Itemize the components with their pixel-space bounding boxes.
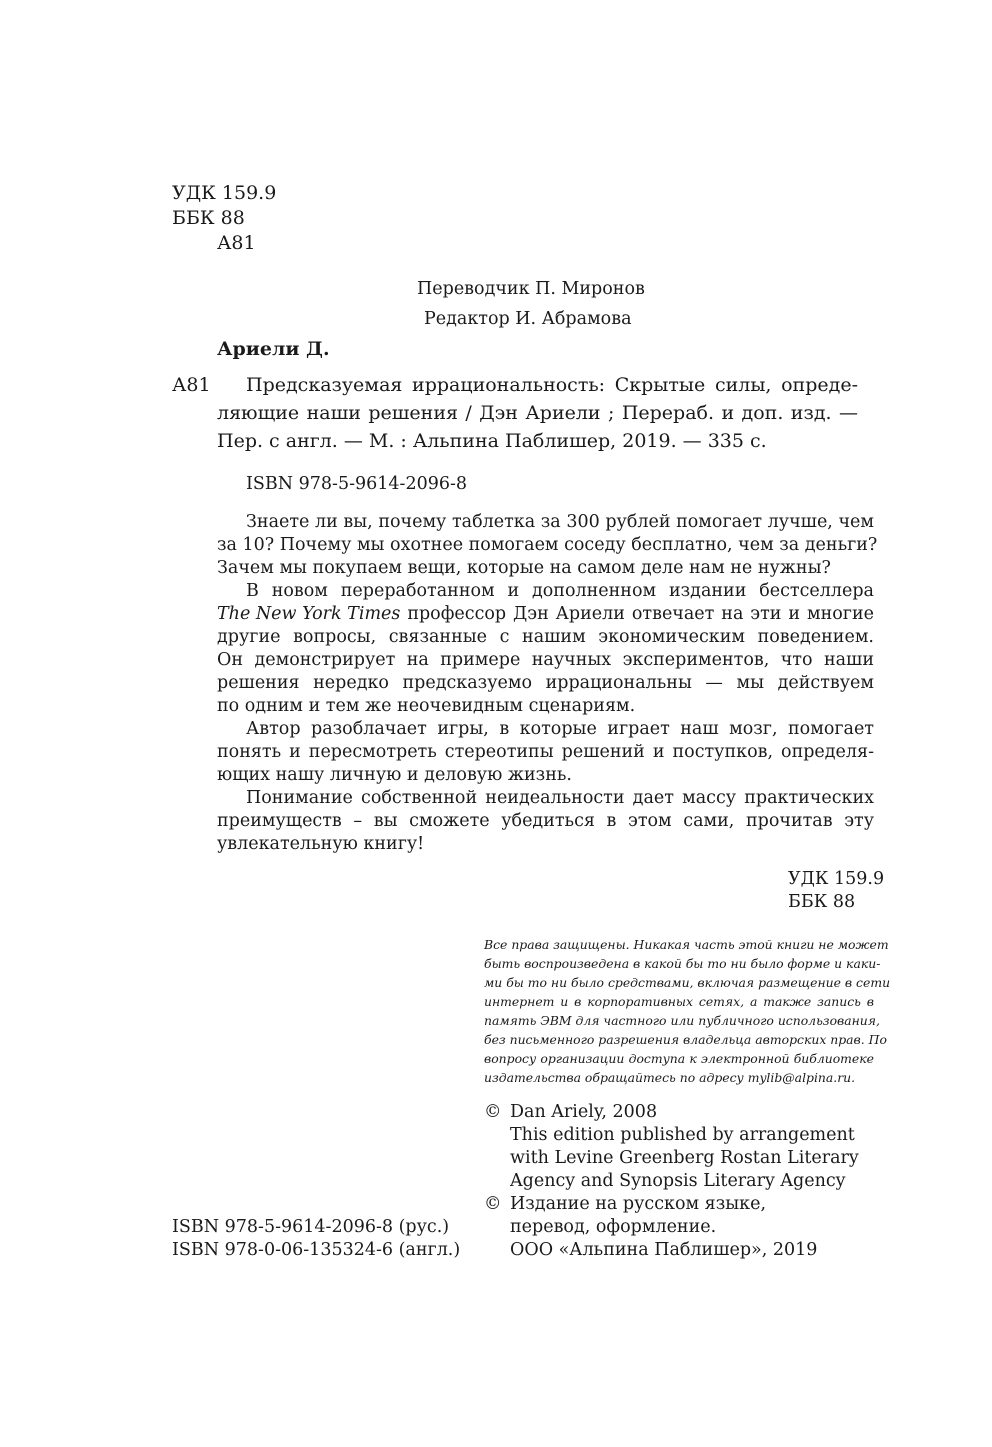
copyright-line: Издание на русском языке, xyxy=(510,1194,767,1214)
annotation-line: ющих нашу личную и деловую жизнь. xyxy=(217,765,572,785)
rights-line: быть воспроизведена в какой бы то ни было форме и каки- xyxy=(484,956,881,971)
annotation-line: решения нередко предсказуемо иррациональны — мы действуем xyxy=(217,673,874,693)
isbn-russian: ISBN 978-5-9614-2096-8 (рус.) xyxy=(172,1217,450,1237)
udk-code: УДК 159.9 xyxy=(172,182,277,204)
footer-udk: УДК 159.9 xyxy=(788,869,885,889)
isbn-english: ISBN 978-0-06-135324-6 (англ.) xyxy=(172,1240,461,1260)
annotation-line: Знаете ли вы, почему таблетка за 300 рублей помогает лучше, чем xyxy=(246,512,874,532)
entry-line: ляющие наши решения / Дэн Ариели ; Перераб. и доп. изд. — xyxy=(217,402,858,424)
annotation-line: другие вопросы, связанные с нашим экономическим поведением. xyxy=(217,627,874,647)
entry-line: Предсказуемая иррациональность: Скрытые силы, опреде- xyxy=(246,374,858,396)
copyright-line: This edition published by arrangement xyxy=(510,1125,855,1145)
rights-line: интернет и в корпоративных сетях, а также запись в xyxy=(484,994,874,1009)
footer-bbk: ББК 88 xyxy=(788,892,856,912)
annotation-line: Автор разоблачает игры, в которые играет наш мозг, помогает xyxy=(246,719,874,739)
rights-line: ми бы то ни было средствами, включая размещение в сети xyxy=(484,975,891,990)
copyright-line: Dan Ariely, 2008 xyxy=(510,1102,658,1122)
annotation-line xyxy=(217,603,874,625)
annotation-line: преимуществ – вы сможете убедиться в этом сами, прочитав эту xyxy=(217,811,874,831)
annotation-line: увлекательную книгу! xyxy=(217,834,425,854)
rights-line: вопросу организации доступа к электронной библиотеке xyxy=(484,1051,874,1066)
author-name: Ариели Д. xyxy=(217,338,330,360)
rights-line: без письменного разрешения владельца авторских прав. По xyxy=(484,1032,887,1047)
copyright-line: ООО «Альпина Паблишер», 2019 xyxy=(510,1240,818,1260)
copyright-line: Agency and Synopsis Literary Agency xyxy=(510,1171,846,1191)
bbk-code: ББК 88 xyxy=(172,207,245,229)
annotation-line: за 10? Почему мы охотнее помогаем соседу бесплатно, чем за деньги? xyxy=(217,535,878,555)
copyright-line: перевод, оформление. xyxy=(510,1217,717,1237)
copyright-icon: © xyxy=(484,1102,502,1122)
rights-line: Все права защищены. Никакая часть этой книги не может xyxy=(484,937,889,952)
editor-credit: Редактор И. Абрамова xyxy=(424,309,632,329)
annotation-line: В новом переработанном и дополненном издании бестселлера xyxy=(246,581,874,601)
copyright-icon: © xyxy=(484,1194,502,1214)
translator-credit: Переводчик П. Миронов xyxy=(417,279,645,299)
annotation-line: по одним и тем же неочевидным сценариям. xyxy=(217,696,636,716)
copyright-line: with Levine Greenberg Rostan Literary xyxy=(510,1148,859,1168)
newspaper-title: The New York Times xyxy=(217,604,401,624)
rights-line: издательства обращайтесь по адресу mylib@alpina.ru. xyxy=(484,1070,856,1085)
annotation-line: Понимание собственной неидеальности дает массу практических xyxy=(246,788,874,808)
annotation-text: профессор Дэн Ариели отвечает на эти и многие xyxy=(400,604,874,624)
entry-isbn: ISBN 978-5-9614-2096-8 xyxy=(246,474,468,494)
entry-line: Пер. с англ. — М. : Альпина Паблишер, 2019. — 335 с. xyxy=(217,430,767,452)
annotation-line: Зачем мы покупаем вещи, которые на самом деле нам не нужны? xyxy=(217,558,831,578)
entry-code: А81 xyxy=(172,374,211,396)
rights-line: память ЭВМ для частного или публичного использования, xyxy=(484,1013,880,1028)
author-mark: А81 xyxy=(217,232,256,254)
annotation-line: понять и пересмотреть стереотипы решений и поступков, определя- xyxy=(217,742,874,762)
annotation-line: Он демонстрирует на примере научных экспериментов, что наши xyxy=(217,650,874,670)
